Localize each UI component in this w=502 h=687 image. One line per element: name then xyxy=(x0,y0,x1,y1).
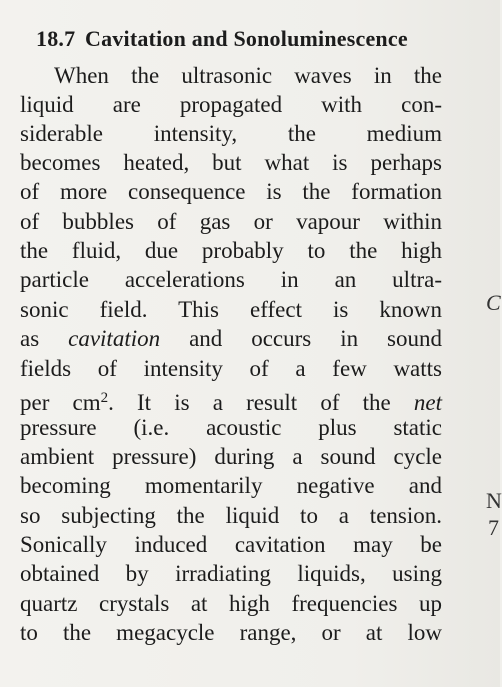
line10-prefix: as xyxy=(20,326,40,351)
line10-suffix: and occurs in sound xyxy=(189,326,442,351)
text-line-20: to the megacycle range, or at low xyxy=(20,620,442,645)
text-line-5: of more consequence is the formation xyxy=(20,179,442,204)
text-line-2: liquid are propagated with con- xyxy=(20,92,442,117)
margin-digit-7: 7 xyxy=(488,515,499,540)
superscript-2: 2 xyxy=(100,390,109,406)
text-line-3: siderable intensity, the medium xyxy=(20,121,442,146)
text-line-7: the fluid, due probably to the high xyxy=(20,238,442,263)
text-line-18: obtained by irradiating liquids, using xyxy=(20,561,442,586)
text-line-15: becoming momentarily negative and xyxy=(20,473,442,498)
text-line-19: quartz crystals at high frequencies up xyxy=(20,591,442,616)
text-line-10 xyxy=(20,325,442,353)
text-line-13: pressure (i.e. acoustic plus static xyxy=(20,415,442,440)
term-cavitation: cavitation xyxy=(68,326,161,351)
text-line-1: When the ultrasonic waves in the xyxy=(54,63,442,88)
text-line-14: ambient pressure) during a sound cycle xyxy=(20,444,442,469)
term-net: net xyxy=(413,390,442,415)
text-line-6: of bubbles of gas or vapour within xyxy=(20,209,442,234)
text-line-12 xyxy=(20,384,442,417)
text-line-11: fields of intensity of a few watts xyxy=(20,356,442,381)
line12-prefix: per cm xyxy=(20,390,101,415)
text-line-16: so subjecting the liquid to a tension. xyxy=(20,503,442,528)
text-line-17: Sonically induced cavitation may be xyxy=(20,532,442,557)
section-number: 18.7 xyxy=(36,26,76,51)
margin-letter-c: C xyxy=(486,290,501,315)
line12-mid: . It is a result of the xyxy=(108,390,391,415)
section-title: Cavitation and Sonoluminescence xyxy=(85,26,408,51)
section-heading xyxy=(36,26,408,52)
margin-letter-n: N xyxy=(486,488,502,513)
text-line-9: sonic field. This effect is known xyxy=(20,297,442,322)
text-line-8: particle accelerations in an ultra- xyxy=(20,267,442,292)
text-line-4: becomes heated, but what is perhaps xyxy=(20,150,442,175)
